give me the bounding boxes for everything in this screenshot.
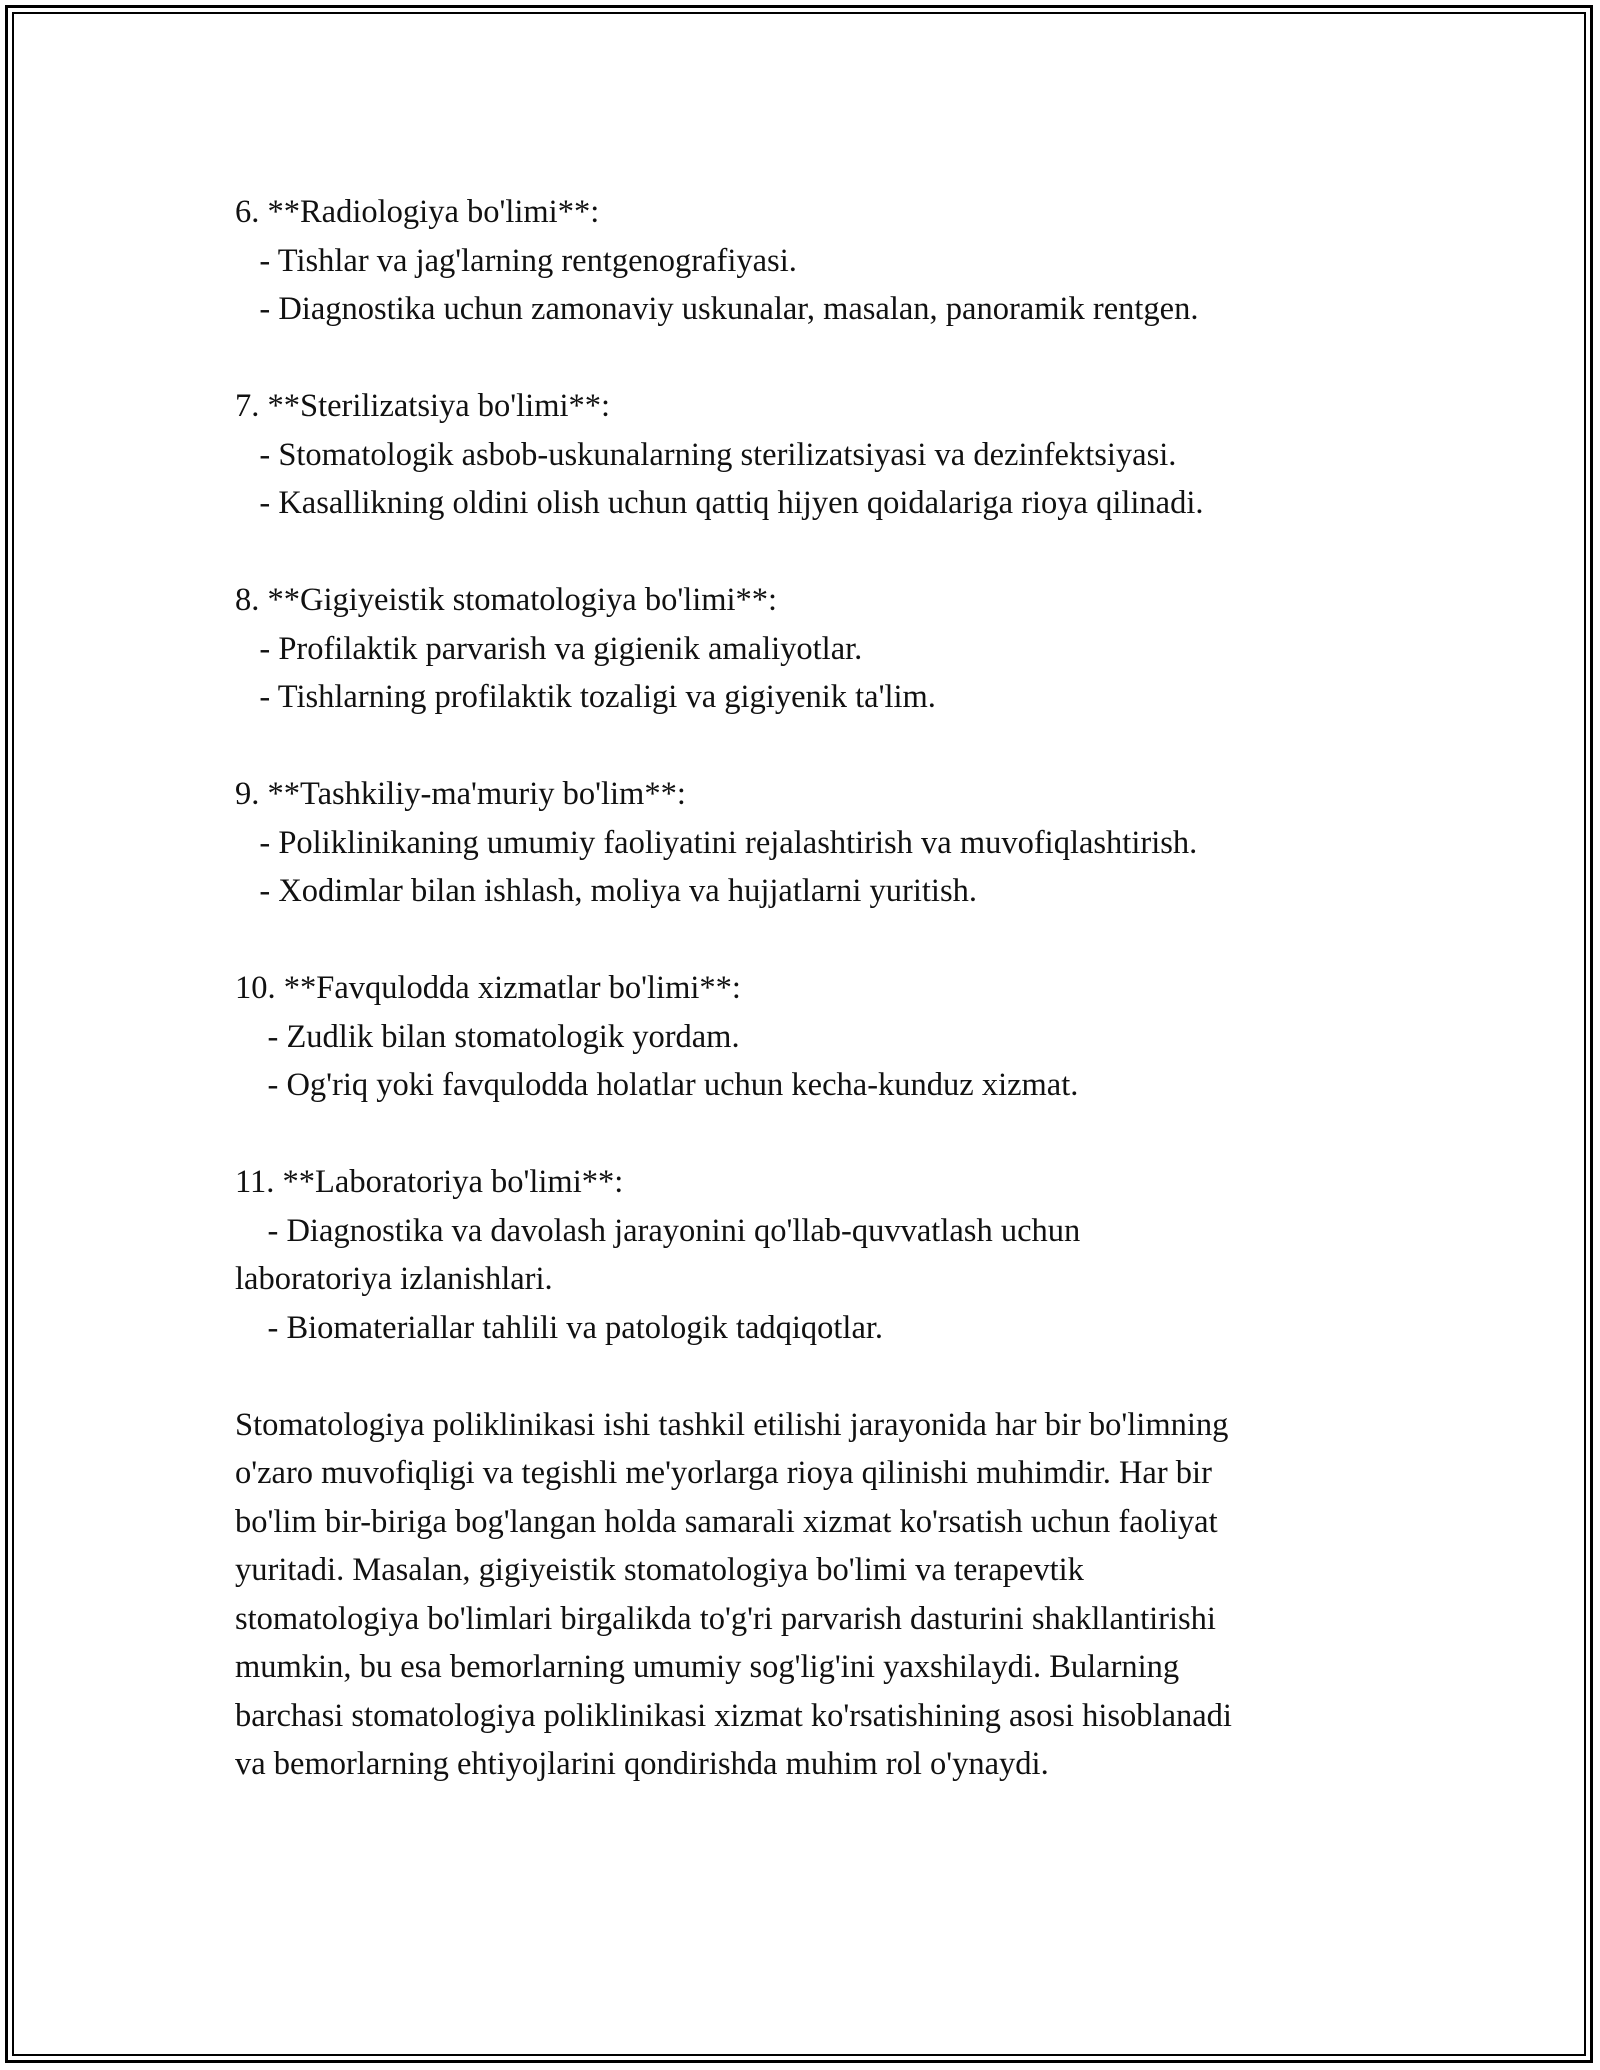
paragraph-line: Stomatologiya poliklinikasi ishi tashkil etilishi jarayonida har bir bo'limning [235,1406,1229,1443]
paragraph-line: o'zaro muvofiqligi va tegishli me'yorlarga rioya qilinishi muhimdir. Har bir [235,1455,1212,1491]
list-item: - Tishlarning profilaktik tozaligi va gigiyenik ta'lim. [235,679,936,715]
list-item: - Stomatologik asbob-uskunalarning sterilizatsiyasi va dezinfektsiyasi. [235,436,1177,473]
spacer [235,528,1375,577]
list-item: - Poliklinikaning umumiy faoliyatini rejalashtirish va muvofiqlashtirish. [235,824,1198,861]
list-item: - Zudlik bilan stomatologik yordam. [235,1018,740,1055]
paragraph-line: yuritadi. Masalan, gigiyeistik stomatologiya bo'limi va terapevtik [235,1552,1084,1588]
paragraph-line: stomatologiya bo'limlari birgalikda to'g'ri parvarish dasturini shakllantirishi [235,1600,1216,1637]
paragraph-line: bo'lim bir-biriga bog'langan holda samarali xizmat ko'rsatish uchun faoliyat [235,1503,1218,1540]
section-heading: 8. **Gigiyeistik stomatologiya bo'limi**: [235,582,778,618]
spacer [235,334,1375,383]
paragraph-line: barchasi stomatologiya poliklinikasi xizmat ko'rsatishining asosi hisoblanadi [235,1697,1232,1734]
list-item: - Og'riq yoki favqulodda holatlar uchun kecha-kunduz xizmat. [235,1067,1079,1103]
spacer [235,722,1375,771]
section-heading: 9. **Tashkiliy-ma'muriy bo'lim**: [235,776,686,812]
section-heading: 6. **Radiologiya bo'limi**: [235,194,600,230]
list-item: - Xodimlar bilan ishlash, moliya va hujjatlarni yuritish. [235,873,977,909]
list-item: - Kasallikning oldini olish uchun qattiq hijyen qoidalariga rioya qilinadi. [235,485,1204,521]
paragraph-line: mumkin, bu esa bemorlarning umumiy sog'lig'ini yaxshilaydi. Bularning [235,1649,1180,1685]
spacer [235,1352,1375,1401]
list-item-continuation: laboratoriya izlanishlari. [235,1261,553,1297]
section-tashkiliy [235,770,1375,916]
spacer [235,1110,1375,1159]
list-item: - Diagnostika va davolash jarayonini qo'llab-quvvatlash uchun [235,1212,1081,1249]
spacer [235,916,1375,965]
section-radiologiya [235,188,1375,334]
list-item: - Tishlar va jag'larning rentgenografiyasi. [235,242,797,279]
section-laboratoriya [235,1158,1375,1352]
section-favqulodda [235,964,1375,1110]
section-heading: 10. **Favqulodda xizmatlar bo'limi**: [235,970,741,1006]
list-item: - Diagnostika uchun zamonaviy uskunalar, masalan, panoramik rentgen. [235,291,1199,327]
section-heading: 7. **Sterilizatsiya bo'limi**: [235,388,611,424]
section-gigiyeistik [235,576,1375,722]
document-body [235,188,1375,1789]
conclusion-paragraph [235,1401,1375,1789]
section-heading: 11. **Laboratoriya bo'limi**: [235,1164,624,1200]
list-item: - Biomateriallar tahlili va patologik tadqiqotlar. [235,1309,884,1346]
section-sterilizatsiya [235,382,1375,528]
paragraph-line: va bemorlarning ehtiyojlarini qondirishda muhim rol o'ynaydi. [235,1746,1049,1782]
list-item: - Profilaktik parvarish va gigienik amaliyotlar. [235,630,863,667]
